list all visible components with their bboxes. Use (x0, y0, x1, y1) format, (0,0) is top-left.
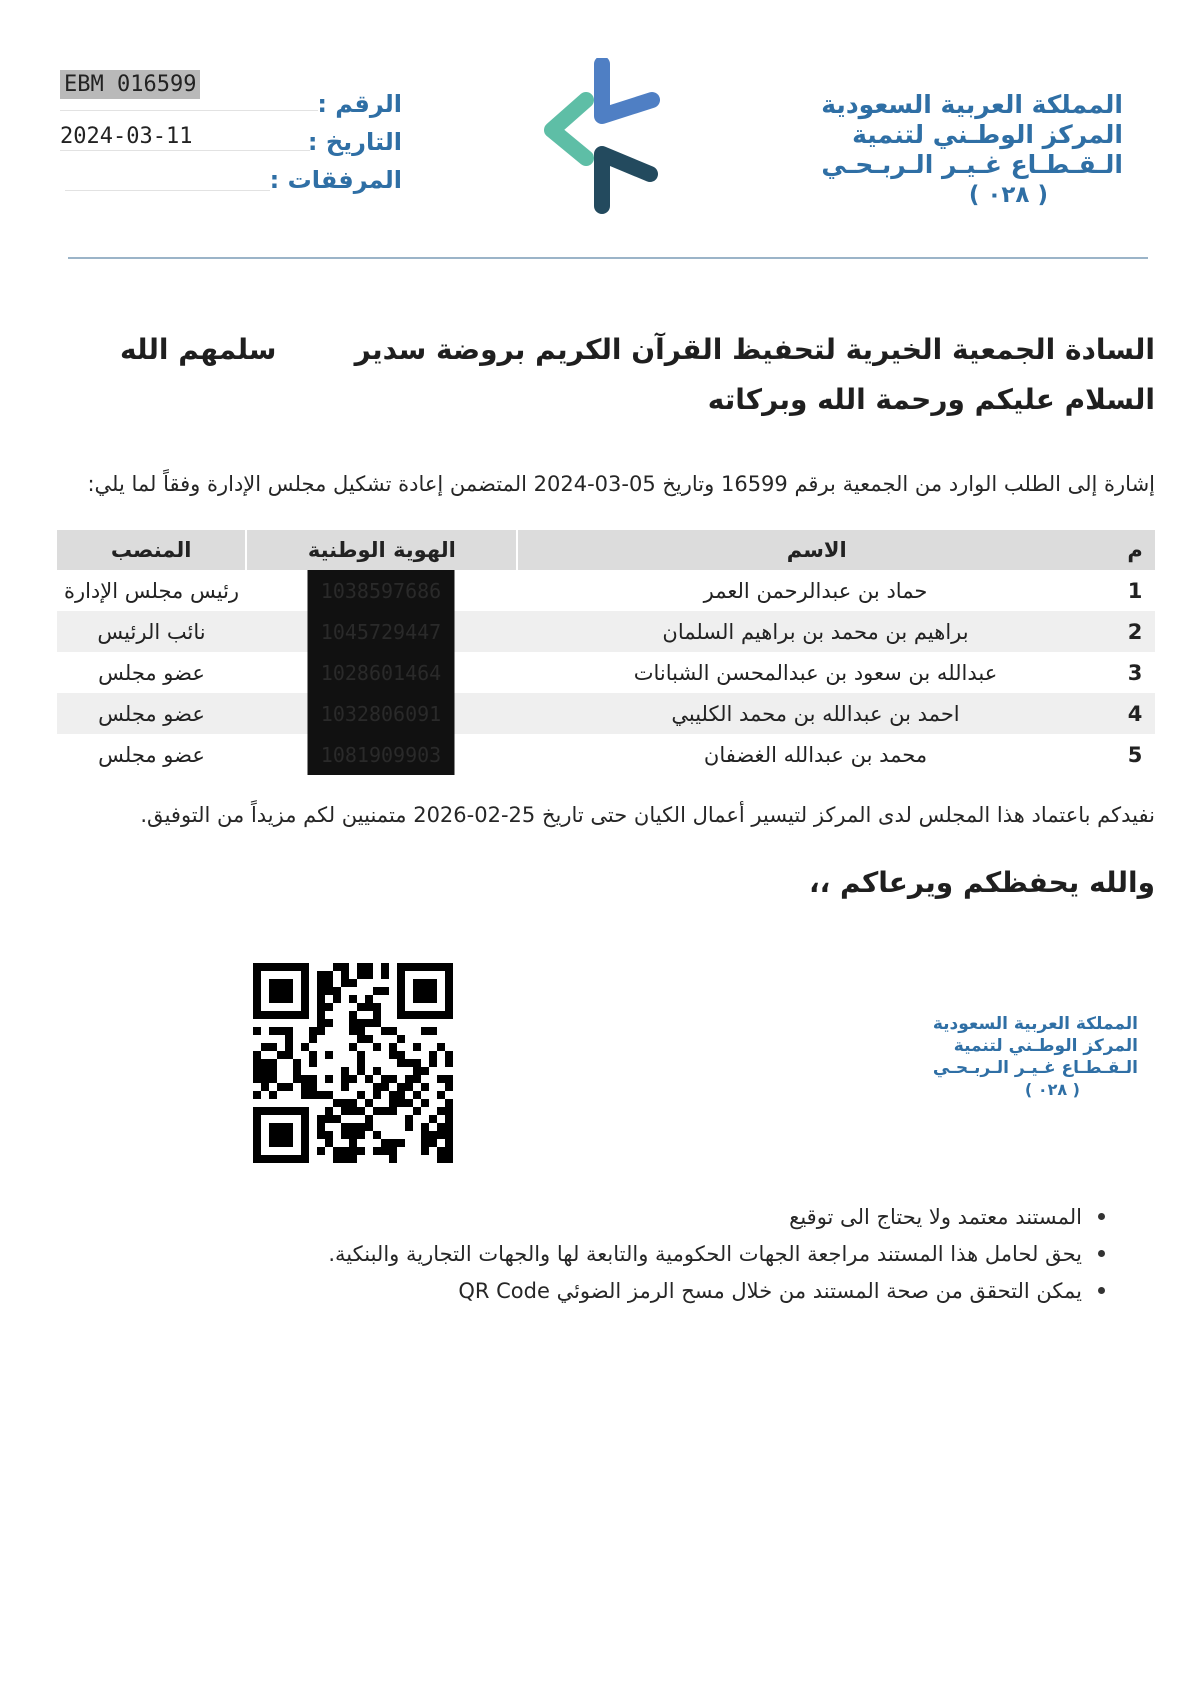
org-code: ( ٠٢٨ ) (968, 182, 1048, 208)
row-position: عضو مجلس (98, 742, 205, 767)
row-position: عضو مجلس (98, 701, 205, 726)
row-num: 2 (1127, 619, 1143, 644)
row-position: رئيس مجلس الإدارة (63, 578, 240, 603)
reference-underline (60, 110, 318, 111)
honorific: سلمهم الله (120, 333, 277, 366)
note-text: يمكن التحقق من صحة المستند من خلال مسح الرمز الضوئي QR Code (458, 1278, 1082, 1303)
stamp-code: ( ٠٢٨ ) (1024, 1080, 1080, 1099)
row-name: محمد بن عبدالله الغضفان (703, 742, 928, 767)
org-line-2: المركز الوطـني لتنمية (852, 120, 1123, 149)
row-num: 5 (1127, 742, 1143, 767)
bullet-icon (1098, 1213, 1105, 1220)
list-item (328, 1198, 1105, 1235)
row-name: حماد بن عبدالرحمن العمر (703, 578, 928, 603)
table-row (57, 652, 1155, 693)
row-name: عبدالله بن سعود بن عبدالمحسن الشبانات (633, 660, 998, 685)
row-id-cell (246, 693, 516, 734)
row-id-cell (246, 734, 516, 775)
qr-code-icon[interactable] (253, 963, 453, 1163)
bullet-icon (1098, 1250, 1105, 1257)
redacted-national-id: 1038597686 (308, 570, 455, 611)
redacted-national-id: 1045729447 (308, 611, 455, 652)
table-row (57, 734, 1155, 775)
row-num: 4 (1127, 701, 1143, 726)
note-text: المستند معتمد ولا يحتاج الى توقيع (789, 1204, 1082, 1229)
closing-line: والله يحفظكم ويرعاكم ،، (808, 866, 1155, 899)
reference-number: EBM 016599 (60, 72, 200, 97)
table-row (57, 611, 1155, 652)
stamp-line-2: المركز الوطـني لتنمية (953, 1036, 1138, 1056)
redacted-national-id: 1028601464 (308, 652, 455, 693)
greeting: السلام عليكم ورحمة الله وبركاته (707, 383, 1155, 416)
header-divider (68, 257, 1148, 259)
row-id-cell (246, 652, 516, 693)
date-label: التاريخ : (307, 128, 402, 156)
bullet-icon (1098, 1287, 1105, 1294)
date-value: 2024-03-11 (60, 124, 193, 149)
row-id-cell (246, 611, 516, 652)
redacted-national-id: 1081909903 (308, 734, 455, 775)
header-national-id: الهوية الوطنية (245, 530, 516, 570)
list-item (328, 1272, 1105, 1309)
org-name-stamp (933, 1013, 1138, 1101)
board-members-table (57, 530, 1155, 775)
header-num: م (1127, 538, 1143, 562)
stamp-line-3: الـقـطـاع غـيـر الـربـحـي (932, 1058, 1138, 1078)
addressee: السادة الجمعية الخيرية لتحفيظ القرآن الكريم بروضة سدير (354, 333, 1155, 366)
header-name: الاسم (516, 530, 1115, 570)
redacted-national-id: 1032806091 (308, 693, 455, 734)
approval-notice: نفيدكم باعتماد هذا المجلس لدى المركز لتيسير أعمال الكيان حتى تاريخ 25-02-2026 متمنيين لكم مزيداً من التوفيق. (140, 803, 1155, 827)
row-id-cell (246, 570, 516, 611)
center-logo-icon (540, 58, 660, 216)
row-name: براهيم بن محمد بن براهيم السلمان (662, 619, 969, 644)
row-position: نائب الرئيس (97, 619, 206, 644)
row-num: 1 (1127, 578, 1143, 603)
row-num: 3 (1127, 660, 1143, 685)
reference-label: الرقم : (317, 90, 402, 118)
row-name: احمد بن عبدالله بن محمد الكليبي (671, 701, 960, 726)
intro-paragraph: إشارة إلى الطلب الوارد من الجمعية برقم 16599 وتاريخ 05-03-2024 المتضمن إعادة تشكيل مجلس الإدارة وفقاً لما يلي: (87, 472, 1155, 496)
document-notes (328, 1198, 1105, 1309)
header-position: المنصب (110, 538, 192, 562)
list-item (328, 1235, 1105, 1272)
note-text: يحق لحامل هذا المستند مراجعة الجهات الحكومية والتابعة لها والجهات التجارية والبنكية. (328, 1241, 1082, 1266)
date-underline (60, 150, 310, 151)
table-row (57, 693, 1155, 734)
row-position: عضو مجلس (98, 660, 205, 685)
attachments-label: المرفقات : (269, 166, 402, 194)
org-line-3: الـقـطـاع غـيـر الـربـحـي (821, 150, 1123, 179)
org-line-1: المملكة العربية السعودية (821, 90, 1123, 119)
table-row (57, 570, 1155, 611)
table-header (57, 530, 1155, 570)
org-name-header (821, 90, 1123, 210)
attachments-underline (65, 190, 270, 191)
stamp-line-1: المملكة العربية السعودية (932, 1014, 1138, 1034)
